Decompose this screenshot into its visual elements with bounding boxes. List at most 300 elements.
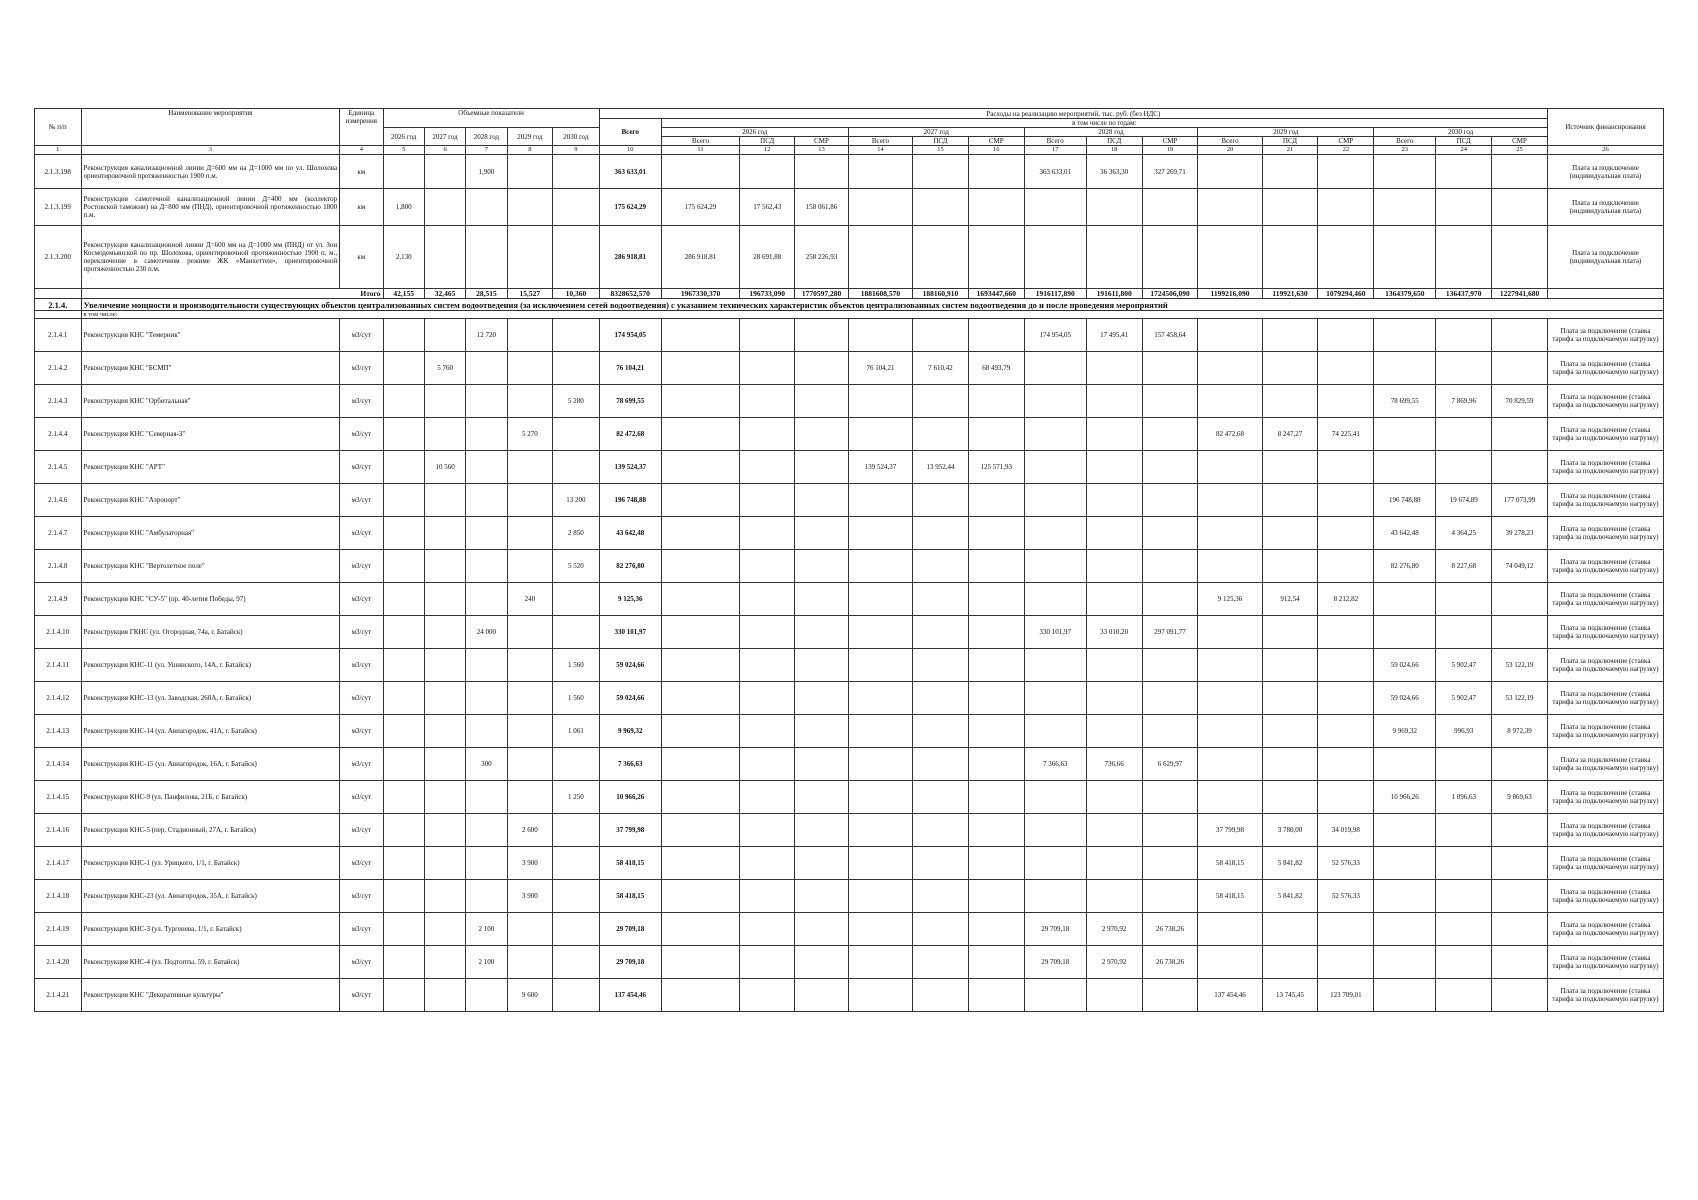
- cost-value: 258 226,93: [795, 226, 849, 289]
- measure-name: Реконструкция канализационной линии Д=600 мм на Д=1000 мм (ПНД) от ул. Зои Космодемьянской по пр. Шолохова, ориентировочной протяженностью 1900 п. м., переключение в самотечном режиме ЖК «Манхеттен», ориентировочной протяженностью 230 п.м.: [81, 226, 340, 289]
- volume-value: [507, 715, 553, 748]
- column-number: 23: [1374, 146, 1436, 155]
- volume-value: [507, 616, 553, 649]
- row-number: 2.1.4.15: [35, 781, 82, 814]
- cost-value: [1492, 979, 1548, 1012]
- total-cost-value: 119921,630: [1262, 289, 1318, 299]
- cost-value: [1024, 682, 1086, 715]
- cost-value: [848, 649, 912, 682]
- total-cost-value: 1724506,090: [1142, 289, 1198, 299]
- cost-value: [968, 715, 1024, 748]
- cost-value: 1 096,63: [1436, 781, 1492, 814]
- cost-value: [661, 979, 740, 1012]
- cost-value: [1086, 484, 1142, 517]
- cost-value: 8 212,82: [1318, 583, 1374, 616]
- total-cost-value: 1227941,680: [1492, 289, 1548, 299]
- volume-value: [466, 682, 507, 715]
- cost-value: [740, 352, 795, 385]
- financing-source: Плата за подключение (ставка тарифа за подключаемую нагрузку): [1547, 748, 1663, 781]
- volume-value: [553, 814, 600, 847]
- measure-name: Реконструкция КНС-1 (ул. Урицкого, 1/1, г. Батайск): [81, 847, 340, 880]
- volume-value: [383, 550, 424, 583]
- cost-value: [1142, 682, 1198, 715]
- cost-value: [968, 550, 1024, 583]
- cost-value: [1374, 748, 1436, 781]
- measure-name: Реконструкция КНС-9 (ул. Панфилова, 21Б, г. Батайск): [81, 781, 340, 814]
- cost-value: [795, 517, 849, 550]
- cost-value: [1142, 781, 1198, 814]
- cost-value: 297 091,77: [1142, 616, 1198, 649]
- cost-value: [1492, 913, 1548, 946]
- cost-value: [913, 880, 969, 913]
- cost-total: 9 969,32: [599, 715, 661, 748]
- volume-value: [553, 979, 600, 1012]
- cost-value: [1492, 583, 1548, 616]
- cost-value: [1374, 189, 1436, 226]
- volume-value: [424, 550, 465, 583]
- cost-value: [1198, 682, 1262, 715]
- volume-value: [553, 189, 600, 226]
- table-row: [35, 352, 1664, 385]
- cost-value: [1086, 550, 1142, 583]
- volume-value: [424, 913, 465, 946]
- cost-value: 736,66: [1086, 748, 1142, 781]
- volume-value: [383, 748, 424, 781]
- unit: м3/сут: [340, 583, 383, 616]
- cost-value: [848, 189, 912, 226]
- row-number: 2.1.4.14: [35, 748, 82, 781]
- cost-value: [848, 814, 912, 847]
- unit: м3/сут: [340, 979, 383, 1012]
- volume-value: [424, 880, 465, 913]
- row-number: 2.1.4.1: [35, 319, 82, 352]
- cost-value: [740, 748, 795, 781]
- table-row: [35, 946, 1664, 979]
- cost-value: [1436, 946, 1492, 979]
- cost-value: [913, 946, 969, 979]
- cost-value: [1318, 319, 1374, 352]
- cost-total: 59 024,66: [599, 649, 661, 682]
- cost-value: [848, 616, 912, 649]
- total-cost-value: 1693447,660: [968, 289, 1024, 299]
- cost-value: [795, 979, 849, 1012]
- column-number: 18: [1086, 146, 1142, 155]
- cost-value: [913, 517, 969, 550]
- row-number: 2.1.4.9: [35, 583, 82, 616]
- cost-value: [848, 517, 912, 550]
- volume-value: [424, 814, 465, 847]
- cost-value: [740, 682, 795, 715]
- column-number: 4: [340, 146, 383, 155]
- cost-value: [795, 484, 849, 517]
- including-label: в том числе:: [81, 311, 1663, 319]
- table-row: [35, 814, 1664, 847]
- cost-value: [968, 847, 1024, 880]
- measure-name: Реконструкция КНС-23 (ул. Авиагородок, 35А, г. Батайск): [81, 880, 340, 913]
- header-subcol: Всего: [1374, 137, 1436, 146]
- measure-name: Реконструкция КНС "Амбулаторная": [81, 517, 340, 550]
- cost-value: [1262, 748, 1318, 781]
- volume-value: [424, 781, 465, 814]
- cost-value: [1436, 616, 1492, 649]
- financing-source: Плата за подключение (ставка тарифа за подключаемую нагрузку): [1547, 484, 1663, 517]
- cost-value: [1374, 847, 1436, 880]
- cost-value: 39 278,23: [1492, 517, 1548, 550]
- cost-value: [1318, 517, 1374, 550]
- volume-value: [383, 451, 424, 484]
- section-row: [35, 299, 1664, 311]
- cost-value: [968, 913, 1024, 946]
- cost-value: [1086, 781, 1142, 814]
- cost-value: [968, 880, 1024, 913]
- cost-value: [795, 418, 849, 451]
- cost-value: [740, 451, 795, 484]
- header-vol-year: 2030 год: [553, 128, 600, 146]
- unit: м3/сут: [340, 682, 383, 715]
- cost-value: [848, 781, 912, 814]
- cost-total: 196 748,88: [599, 484, 661, 517]
- cost-value: [1492, 814, 1548, 847]
- row-number: 2.1.4.4: [35, 418, 82, 451]
- cost-value: [1262, 781, 1318, 814]
- column-number: 6: [424, 146, 465, 155]
- cost-value: [661, 616, 740, 649]
- cost-value: 68 493,79: [968, 352, 1024, 385]
- cost-value: 286 918,81: [661, 226, 740, 289]
- cost-value: [1024, 418, 1086, 451]
- cost-total: 29 709,18: [599, 913, 661, 946]
- header-subcol: ПСД: [740, 137, 795, 146]
- volume-value: 24 000: [466, 616, 507, 649]
- cost-value: [1198, 226, 1262, 289]
- cost-value: 330 101,97: [1024, 616, 1086, 649]
- total-cost-value: 1967330,370: [661, 289, 740, 299]
- cost-total: 330 101,97: [599, 616, 661, 649]
- volume-value: [466, 226, 507, 289]
- cost-value: [1374, 155, 1436, 189]
- cost-value: [795, 814, 849, 847]
- cost-value: 8 227,68: [1436, 550, 1492, 583]
- volume-value: 5 270: [507, 418, 553, 451]
- cost-value: 996,93: [1436, 715, 1492, 748]
- cost-value: [968, 682, 1024, 715]
- cost-value: 34 019,98: [1318, 814, 1374, 847]
- volume-value: [507, 517, 553, 550]
- cost-value: [1086, 880, 1142, 913]
- cost-value: 139 524,37: [848, 451, 912, 484]
- volume-value: 2 850: [553, 517, 600, 550]
- cost-value: [1198, 748, 1262, 781]
- cost-value: [661, 451, 740, 484]
- volume-value: [466, 814, 507, 847]
- cost-value: 29 709,18: [1024, 946, 1086, 979]
- cost-value: 137 454,46: [1198, 979, 1262, 1012]
- header-subcol: Всего: [1024, 137, 1086, 146]
- measure-name: Реконструкция КНС "Вертолетное поле": [81, 550, 340, 583]
- cost-value: [913, 616, 969, 649]
- column-number: 19: [1142, 146, 1198, 155]
- cost-value: 8 972,39: [1492, 715, 1548, 748]
- row-number: 2.1.4.8: [35, 550, 82, 583]
- financing-source: Плата за подключение (индивидуальная плата): [1547, 189, 1663, 226]
- measure-name: Реконструкция КНС "АРТ": [81, 451, 340, 484]
- cost-value: [1024, 451, 1086, 484]
- cost-value: [795, 847, 849, 880]
- cost-value: 5 902,47: [1436, 682, 1492, 715]
- table-row: [35, 781, 1664, 814]
- cost-value: [848, 319, 912, 352]
- volume-value: [383, 155, 424, 189]
- volume-value: [424, 418, 465, 451]
- cost-value: [913, 550, 969, 583]
- total-cost-value: 191611,800: [1086, 289, 1142, 299]
- row-number: 2.1.4.11: [35, 649, 82, 682]
- cost-value: [661, 418, 740, 451]
- cost-value: [1492, 946, 1548, 979]
- volume-value: [383, 781, 424, 814]
- cost-value: [740, 814, 795, 847]
- volume-value: [383, 682, 424, 715]
- cost-value: [795, 913, 849, 946]
- measures-table: [34, 108, 1664, 1012]
- unit: м3/сут: [340, 715, 383, 748]
- table-row: [35, 517, 1664, 550]
- header-cost-year: 2029 год: [1198, 128, 1374, 137]
- row-number: 2.1.4.17: [35, 847, 82, 880]
- cost-value: [1318, 946, 1374, 979]
- cost-value: [1436, 155, 1492, 189]
- total-label: Итого: [81, 289, 383, 299]
- cost-value: 363 633,01: [1024, 155, 1086, 189]
- cost-value: [1262, 451, 1318, 484]
- financing-source: Плата за подключение (ставка тарифа за подключаемую нагрузку): [1547, 979, 1663, 1012]
- measure-name: Реконструкция КНС "СУ-5" (пр. 40-летия Победы, 97): [81, 583, 340, 616]
- cost-value: 175 624,29: [661, 189, 740, 226]
- volume-value: [553, 451, 600, 484]
- financing-source: Плата за подключение (ставка тарифа за подключаемую нагрузку): [1547, 781, 1663, 814]
- cost-total: 58 418,15: [599, 847, 661, 880]
- header-subcol: Всего: [848, 137, 912, 146]
- cost-value: [1492, 352, 1548, 385]
- cost-value: [848, 946, 912, 979]
- measure-name: Реконструкция ГКНС (ул. Огородная, 74а, г. Батайск): [81, 616, 340, 649]
- section-title: Увеличение мощности и производительности существующих объектов централизованных систем водоотведения (за исключением сетей водоотведения) с указанием технических характеристик объектов централизованных систем водоотведения до и после проведения мероприятий: [81, 299, 1663, 311]
- volume-value: [507, 946, 553, 979]
- cost-value: [1086, 385, 1142, 418]
- volume-value: 10 560: [424, 451, 465, 484]
- volume-value: [553, 847, 600, 880]
- cost-value: [848, 847, 912, 880]
- financing-source: Плата за подключение (ставка тарифа за подключаемую нагрузку): [1547, 352, 1663, 385]
- column-number: 8: [507, 146, 553, 155]
- financing-source: Плата за подключение (индивидуальная плата): [1547, 226, 1663, 289]
- including-row: [35, 311, 1664, 319]
- cost-value: [1024, 226, 1086, 289]
- cost-value: 13 952,44: [913, 451, 969, 484]
- volume-value: [507, 385, 553, 418]
- cost-value: [1436, 451, 1492, 484]
- volume-value: [553, 155, 600, 189]
- financing-source: Плата за подключение (ставка тарифа за подключаемую нагрузку): [1547, 418, 1663, 451]
- financing-source: Плата за подключение (ставка тарифа за подключаемую нагрузку): [1547, 583, 1663, 616]
- volume-value: [466, 550, 507, 583]
- cost-value: [1142, 649, 1198, 682]
- cost-value: [795, 583, 849, 616]
- volume-value: [383, 418, 424, 451]
- volume-value: 2 100: [466, 913, 507, 946]
- cost-value: [795, 880, 849, 913]
- total-volume: 28,515: [466, 289, 507, 299]
- cost-value: 74 225,41: [1318, 418, 1374, 451]
- investment-program-table-sheet: [34, 108, 1664, 1012]
- table-row: [35, 715, 1664, 748]
- cost-value: 74 049,12: [1492, 550, 1548, 583]
- column-number: 16: [968, 146, 1024, 155]
- column-number: 1: [35, 146, 82, 155]
- volume-value: 5 520: [553, 550, 600, 583]
- total-cost-value: 136437,970: [1436, 289, 1492, 299]
- cost-value: [1198, 715, 1262, 748]
- measure-name: Реконструкция КНС-11 (ул. Ушинского, 14А, г. Батайск): [81, 649, 340, 682]
- cost-total: 175 624,29: [599, 189, 661, 226]
- cost-value: [1436, 418, 1492, 451]
- cost-value: [661, 847, 740, 880]
- unit: м3/сут: [340, 418, 383, 451]
- cost-value: [1142, 226, 1198, 289]
- cost-value: [913, 649, 969, 682]
- header-subcol: ПСД: [913, 137, 969, 146]
- volume-value: [424, 649, 465, 682]
- volume-value: [466, 847, 507, 880]
- table-row: [35, 616, 1664, 649]
- table-row: [35, 155, 1664, 189]
- cost-value: [1492, 418, 1548, 451]
- cost-value: [740, 583, 795, 616]
- cost-value: [968, 616, 1024, 649]
- cost-value: 5 902,47: [1436, 649, 1492, 682]
- measure-name: Реконструкция КНС "Северная-3": [81, 418, 340, 451]
- cost-value: [795, 781, 849, 814]
- cost-value: [968, 226, 1024, 289]
- cost-value: [740, 484, 795, 517]
- header-subcol: СМР: [1318, 137, 1374, 146]
- unit: м3/сут: [340, 451, 383, 484]
- header-subcol: Всего: [661, 137, 740, 146]
- volume-value: [507, 319, 553, 352]
- cost-value: [1142, 814, 1198, 847]
- header-cost-year: 2026 год: [661, 128, 848, 137]
- cost-value: [661, 748, 740, 781]
- column-number: 11: [661, 146, 740, 155]
- volume-value: [553, 913, 600, 946]
- cost-value: [1142, 451, 1198, 484]
- volume-value: [466, 979, 507, 1012]
- cost-value: [848, 715, 912, 748]
- cost-value: [1142, 979, 1198, 1012]
- total-source-blank: [1547, 289, 1663, 299]
- unit: м3/сут: [340, 550, 383, 583]
- volume-value: 5 280: [553, 385, 600, 418]
- volume-value: [424, 682, 465, 715]
- measure-name: Реконструкция КНС "Орбитальная": [81, 385, 340, 418]
- volume-value: [466, 880, 507, 913]
- total-sum: 8328652,570: [599, 289, 661, 299]
- cost-value: [795, 682, 849, 715]
- volume-value: [424, 484, 465, 517]
- cost-value: [795, 352, 849, 385]
- cost-value: [968, 979, 1024, 1012]
- cost-value: [1198, 319, 1262, 352]
- cost-value: [968, 946, 1024, 979]
- cost-value: 53 122,19: [1492, 682, 1548, 715]
- cost-value: [1142, 418, 1198, 451]
- cost-value: [913, 385, 969, 418]
- table-row: [35, 319, 1664, 352]
- measure-name: Реконструкция КНС-3 (ул. Тургенева, 1/1, г. Батайск): [81, 913, 340, 946]
- cost-total: 76 104,21: [599, 352, 661, 385]
- volume-value: [553, 748, 600, 781]
- row-number: 2.1.4.7: [35, 517, 82, 550]
- table-row: [35, 913, 1664, 946]
- cost-value: [1024, 649, 1086, 682]
- volume-value: [424, 946, 465, 979]
- table-row: [35, 583, 1664, 616]
- cost-value: [1318, 550, 1374, 583]
- volume-value: [424, 319, 465, 352]
- volume-value: [553, 226, 600, 289]
- cost-value: [661, 880, 740, 913]
- header-subcol: СМР: [968, 137, 1024, 146]
- volume-value: [424, 385, 465, 418]
- cost-value: [968, 385, 1024, 418]
- measure-name: Реконструкция КНС "Темерник": [81, 319, 340, 352]
- cost-value: [1142, 484, 1198, 517]
- header-subcol: СМР: [1492, 137, 1548, 146]
- volume-value: [424, 979, 465, 1012]
- cost-value: [1436, 814, 1492, 847]
- cost-value: [968, 583, 1024, 616]
- cost-value: 33 010,20: [1086, 616, 1142, 649]
- cost-value: 157 458,64: [1142, 319, 1198, 352]
- cost-value: [1262, 550, 1318, 583]
- cost-value: [1142, 847, 1198, 880]
- cost-value: [848, 682, 912, 715]
- header-source: Источник финансирования: [1547, 109, 1663, 146]
- row-number: 2.1.4.2: [35, 352, 82, 385]
- cost-value: 3 780,00: [1262, 814, 1318, 847]
- cost-total: 82 276,80: [599, 550, 661, 583]
- cost-value: [1142, 189, 1198, 226]
- cost-value: [968, 649, 1024, 682]
- volume-value: [383, 946, 424, 979]
- unit: км: [340, 189, 383, 226]
- cost-value: [740, 946, 795, 979]
- cost-value: [1436, 847, 1492, 880]
- financing-source: Плата за подключение (ставка тарифа за подключаемую нагрузку): [1547, 451, 1663, 484]
- table-row: [35, 385, 1664, 418]
- volume-value: [424, 155, 465, 189]
- column-number: 15: [913, 146, 969, 155]
- cost-value: 6 629,97: [1142, 748, 1198, 781]
- cost-value: 327 269,71: [1142, 155, 1198, 189]
- cost-value: [968, 517, 1024, 550]
- cost-value: [1374, 352, 1436, 385]
- cost-value: [968, 319, 1024, 352]
- measure-name: Реконструкция КНС-14 (ул. Авиагородок, 41А, г. Батайск): [81, 715, 340, 748]
- cost-value: [1142, 550, 1198, 583]
- total-cost-value: 1881608,570: [848, 289, 912, 299]
- cost-value: [913, 155, 969, 189]
